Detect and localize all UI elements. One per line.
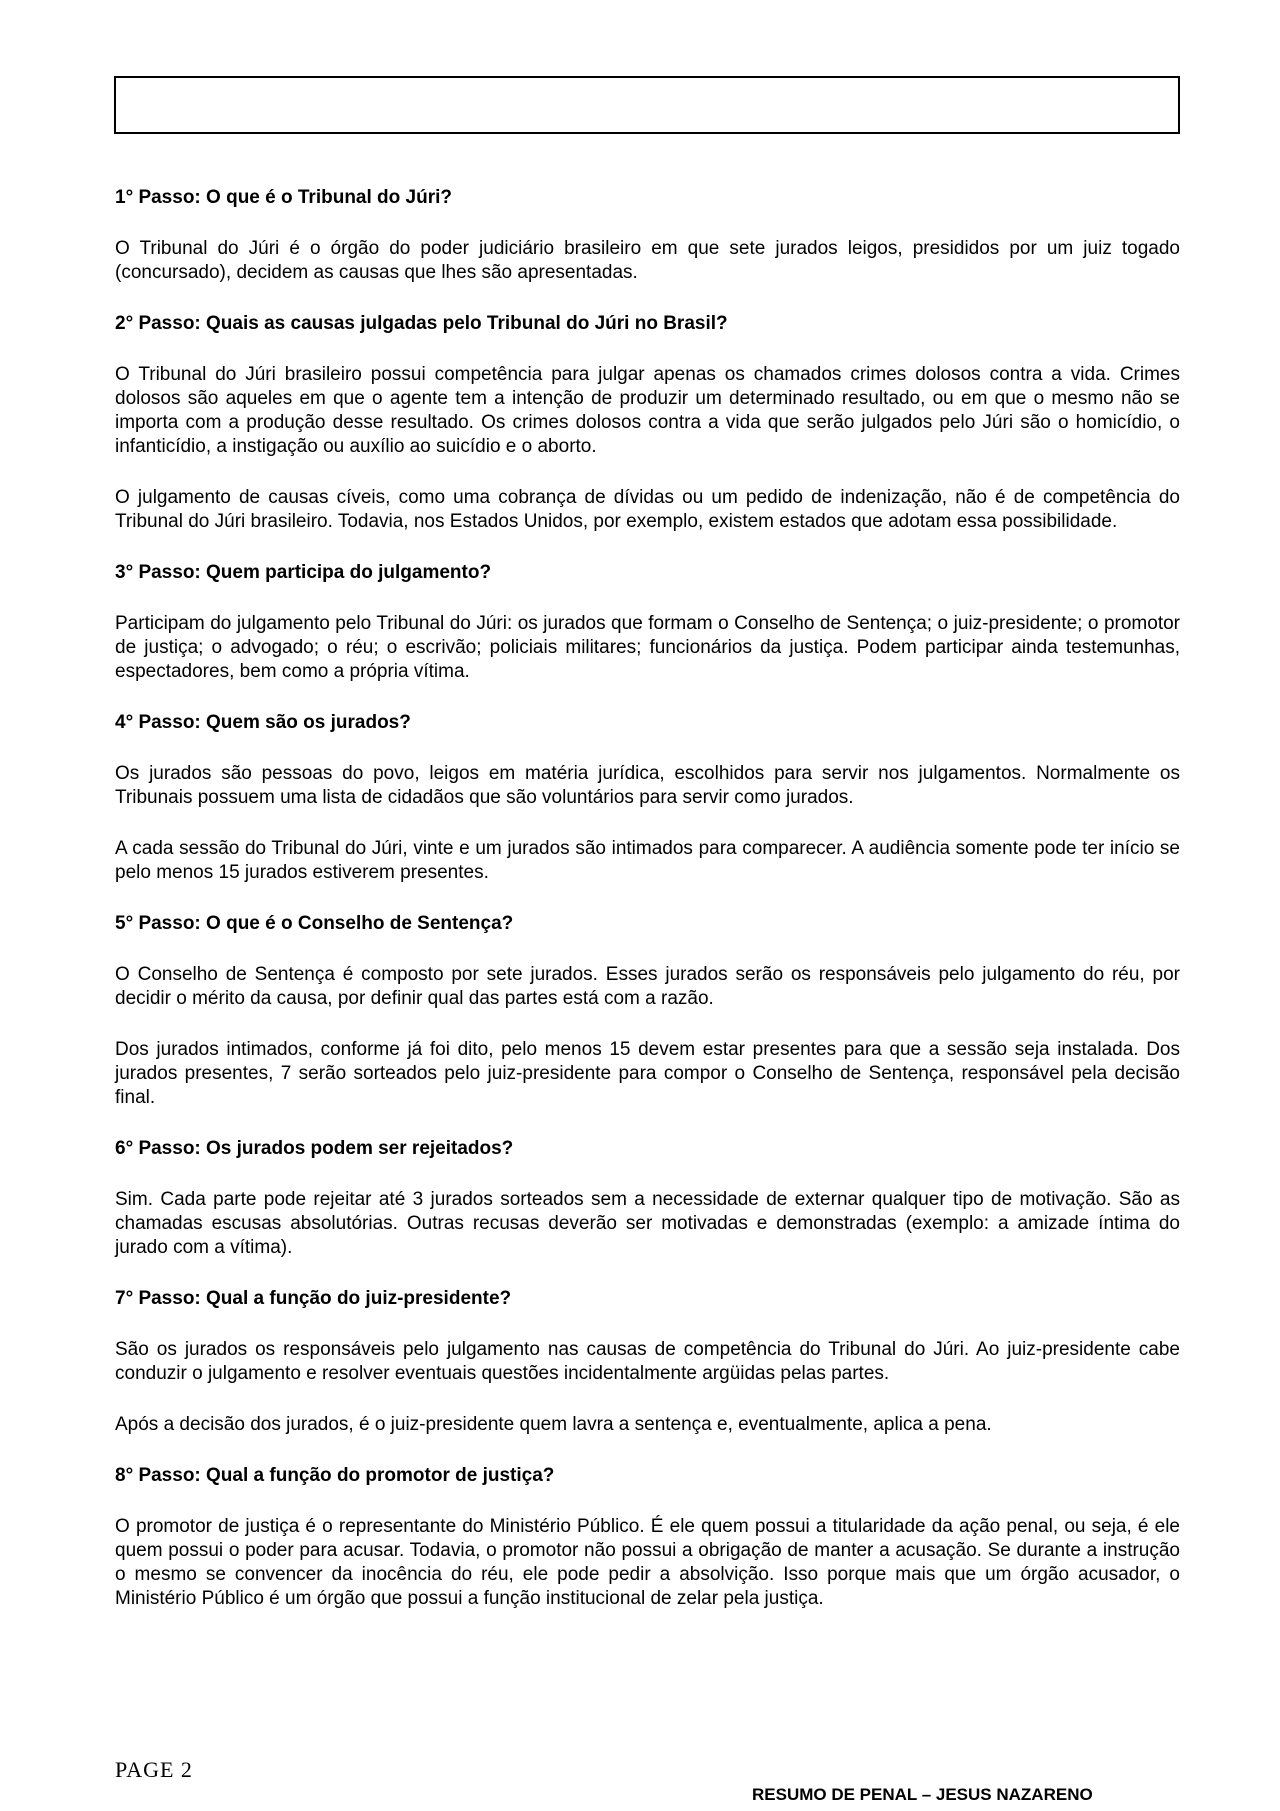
footer-document-title: RESUMO DE PENAL – JESUS NAZARENO [752, 1785, 1093, 1804]
paragraph: Dos jurados intimados, conforme já foi dito, pelo menos 15 devem estar presentes para que a sessão seja instalada. Dos jurados presentes, 7 serão sorteados pelo juiz-presidente para compor o Conselho de Sentença, responsável pela decisão final. [115, 1039, 1180, 1108]
section-heading: 8° Passo: Qual a função do promotor de justiça? [115, 1465, 555, 1486]
footer-page-number: PAGE 2 [115, 1757, 193, 1782]
paragraph: A cada sessão do Tribunal do Júri, vinte e um jurados são intimados para comparecer. A audiência somente pode ter início se pelo menos 15 jurados estiverem presentes. [115, 838, 1180, 883]
section-heading: 2° Passo: Quais as causas julgadas pelo Tribunal do Júri no Brasil? [115, 313, 728, 334]
section-heading: 6° Passo: Os jurados podem ser rejeitados? [115, 1138, 514, 1159]
section-heading: 7° Passo: Qual a função do juiz-presidente? [115, 1288, 512, 1309]
paragraph: O Tribunal do Júri brasileiro possui competência para julgar apenas os chamados crimes dolosos contra a vida. Crimes dolosos são aqueles em que o agente tem a intenção de produzir um determinado resultado, ou em que o mesmo não se importa com a produção desse resultado. Os crimes dolosos contra a vida que serão julgados pelo Júri são o homicídio, o infanticídio, a instigação ou auxílio ao suicídio e o aborto. [115, 364, 1180, 457]
paragraph: O Tribunal do Júri é o órgão do poder judiciário brasileiro em que sete jurados leigos, presididos por um juiz togado (concursado), decidem as causas que lhes são apresentadas. [115, 238, 1180, 283]
paragraph: O promotor de justiça é o representante do Ministério Público. É ele quem possui a titularidade da ação penal, ou seja, é ele quem possui o poder para acusar. Todavia, o promotor não possui a obrigação de manter a acusação. Se durante a instrução o mesmo se convencer da inocência do réu, ele pode pedir a absolvição. Isso porque mais que um órgão acusador, o Ministério Público é um órgão que possui a função institucional de zelar pela justiça. [115, 1516, 1180, 1609]
paragraph: São os jurados os responsáveis pelo julgamento nas causas de competência do Tribunal do Júri. Ao juiz-presidente cabe conduzir o julgamento e resolver eventuais questões incidentalmente argüidas pelas partes. [115, 1339, 1180, 1384]
paragraph: Sim. Cada parte pode rejeitar até 3 jurados sorteados sem a necessidade de externar qualquer tipo de motivação. São as chamadas escusas absolutórias. Outras recusas deverão ser motivadas e demonstradas (exemplo: a amizade íntima do jurado com a vítima). [115, 1189, 1180, 1258]
paragraph: Os jurados são pessoas do povo, leigos em matéria jurídica, escolhidos para servir nos julgamentos. Normalmente os Tribunais possuem uma lista de cidadãos que são voluntários para servir como jurados. [115, 763, 1180, 808]
section-heading: 4° Passo: Quem são os jurados? [115, 712, 411, 733]
header-box [114, 76, 1180, 134]
section-heading: 3° Passo: Quem participa do julgamento? [115, 562, 492, 583]
section-heading: 5° Passo: O que é o Conselho de Sentença? [115, 913, 514, 934]
paragraph: Participam do julgamento pelo Tribunal do Júri: os jurados que formam o Conselho de Sentença; o juiz-presidente; o promotor de justiça; o advogado; o réu; o escrivão; policiais militares; funcionários da justiça. Podem participar ainda testemunhas, espectadores, bem como a própria vítima. [115, 613, 1180, 682]
section-heading: 1° Passo: O que é o Tribunal do Júri? [115, 187, 452, 208]
paragraph: O Conselho de Sentença é composto por sete jurados. Esses jurados serão os responsáveis pelo julgamento do réu, por decidir o mérito da causa, por definir qual das partes está com a razão. [115, 964, 1180, 1009]
paragraph: Após a decisão dos jurados, é o juiz-presidente quem lavra a sentença e, eventualmente, aplica a pena. [115, 1414, 992, 1435]
document-body [115, 186, 1180, 1638]
paragraph: O julgamento de causas cíveis, como uma cobrança de dívidas ou um pedido de indenização, não é de competência do Tribunal do Júri brasileiro. Todavia, nos Estados Unidos, por exemplo, existem estados que adotam essa possibilidade. [115, 487, 1180, 532]
